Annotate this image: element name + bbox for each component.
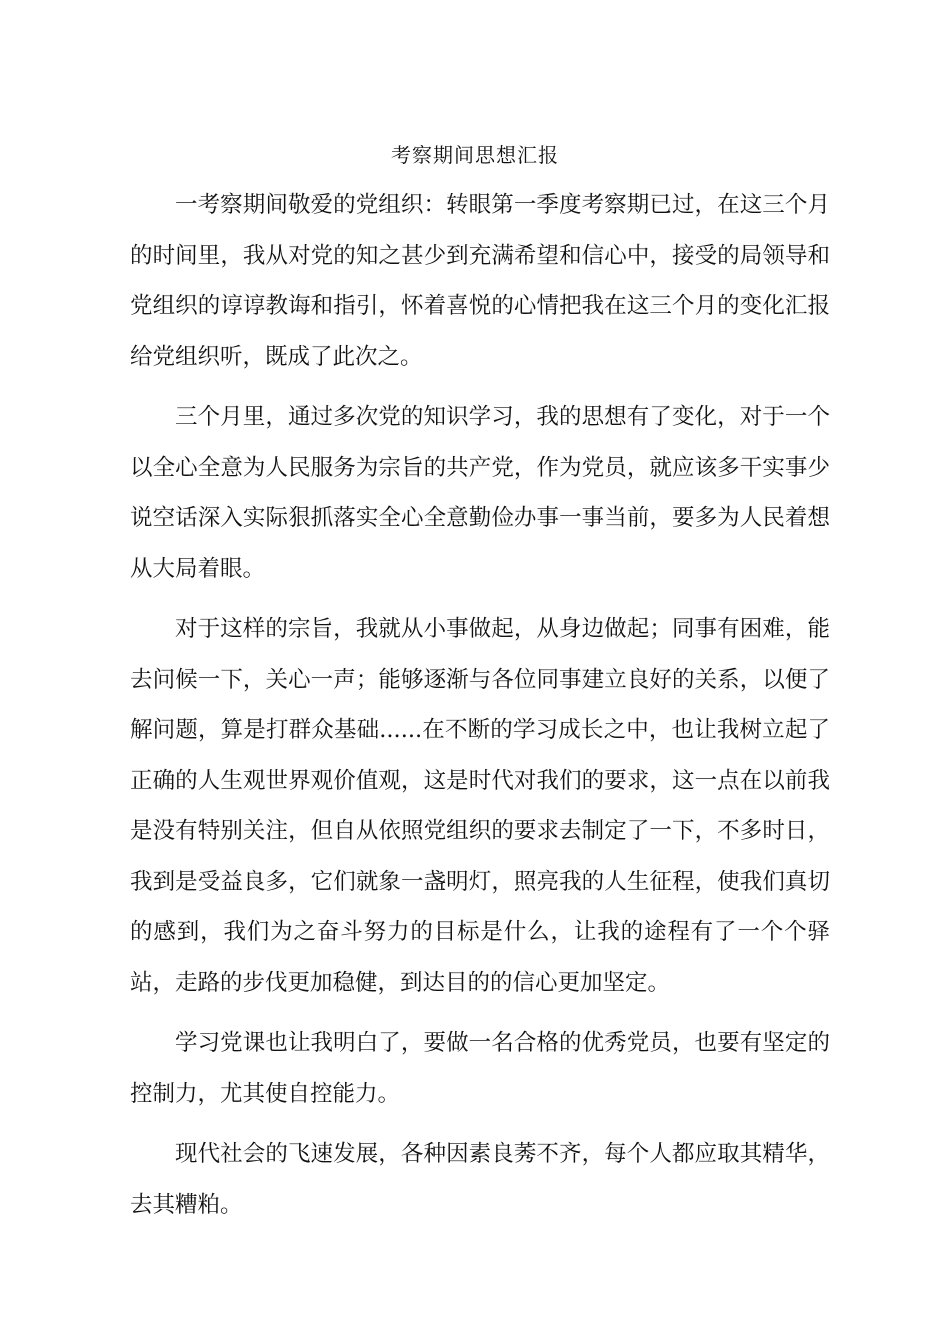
paragraph-4: 学习党课也让我明白了，要做一名合格的优秀党员，也要有坚定的控制力，尤其使自控能力。 <box>130 1030 830 1107</box>
paragraph-5: 现代社会的飞速发展，各种因素良莠不齐，每个人都应取其精华，去其糟粕。 <box>130 1141 830 1218</box>
paragraph-1: 一考察期间敬爱的党组织：转眼第一季度考察期已过，在这三个月的时间里，我从对党的知之甚少到充满希望和信心中，接受的局领导和党组织的谆谆教诲和指引，怀着喜悦的心情把我在这三个月的变化汇报给党组织听，既成了此次之。 <box>130 192 830 370</box>
document-title: 考察期间思想汇报 <box>391 143 559 167</box>
paragraph-2: 三个月里，通过多次党的知识学习，我的思想有了变化，对于一个以全心全意为人民服务为宗旨的共产党，作为党员，就应该多干实事少说空话深入实际狠抓落实全心全意勤俭办事一事当前，要多为人民着想从大局着眼。 <box>130 404 830 582</box>
paragraph-3: 对于这样的宗旨，我就从小事做起，从身边做起；同事有困难，能去问候一下，关心一声；能够逐渐与各位同事建立良好的关系，以便了解问题，算是打群众基础......在不断的学习成长之中，也让我树立起了正确的人生观世界观价值观，这是时代对我们的要求，这一点在以前我是没有特别关注，但自从依照党组织的要求去制定了一下，不多时日，我到是受益良多，它们就象一盏明灯，照亮我的人生征程，使我们真切的感到，我们为之奋斗努力的目标是什么，让我的途程有了一个个驿站，走路的步伐更加稳健，到达目的的信心更加坚定。 <box>130 616 830 996</box>
document-body <box>130 180 830 1240</box>
